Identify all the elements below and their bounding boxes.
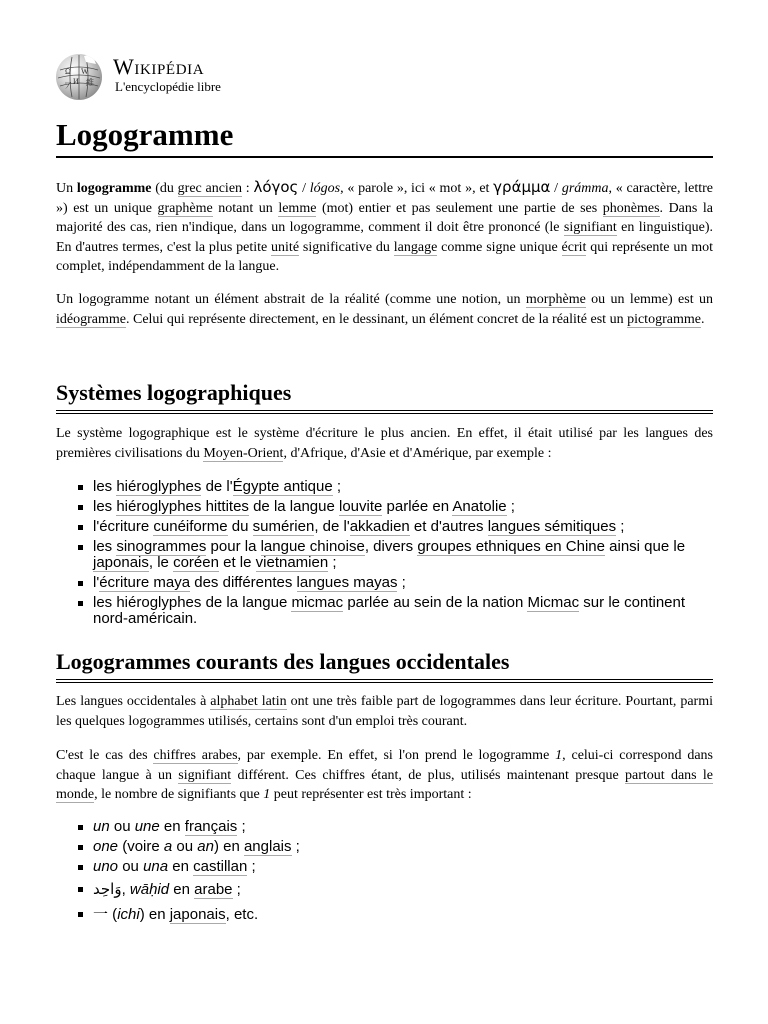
bullet-icon	[78, 865, 83, 870]
svg-text:維: 維	[86, 78, 94, 87]
link-hieroglyphes[interactable]: hiéroglyphes	[116, 478, 202, 495]
bullet-icon	[78, 845, 83, 850]
list-item: un ou une en français ;	[56, 819, 713, 835]
section-title-systemes: Systèmes logographiques	[56, 379, 713, 414]
list-item: uno ou una en castillan ;	[56, 859, 713, 875]
list-item: 一 (ichi) en japonais, etc.	[56, 906, 713, 923]
link-ecriture-maya[interactable]: écriture maya	[99, 574, 191, 591]
list-item: les hiéroglyphes de l'Égypte antique ;	[56, 479, 713, 495]
link-chiffres-arabes[interactable]: chiffres arabes	[153, 748, 238, 763]
list-item: les sinogrammes pour la langue chinoise, divers groupes ethniques en Chine ainsi que le japonais, le coréen et le vietnamien ;	[56, 539, 713, 571]
link-grapheme[interactable]: graphème	[157, 200, 213, 216]
list-item: l'écriture maya des différentes langues mayas ;	[56, 575, 713, 591]
list-item: les hiéroglyphes hittites de la langue louvite parlée en Anatolie ;	[56, 499, 713, 515]
section1-list	[56, 479, 713, 631]
link-hieroglyphes-hittites[interactable]: hiéroglyphes hittites	[116, 498, 249, 515]
site-header	[56, 50, 713, 102]
link-cuneiforme[interactable]: cunéiforme	[153, 518, 228, 535]
bullet-icon	[78, 601, 83, 606]
link-pictogramme[interactable]: pictogramme	[627, 311, 701, 327]
list-item: وَاحِد, wāḥid en arabe ;	[56, 881, 713, 898]
link-castillan[interactable]: castillan	[193, 858, 248, 875]
wikipedia-globe-icon[interactable]	[56, 54, 102, 100]
greek-logos: λόγος	[253, 178, 299, 196]
bullet-icon	[78, 825, 83, 830]
section2-list	[56, 819, 713, 927]
svg-text:Ω: Ω	[65, 67, 71, 76]
link-phonemes[interactable]: phonèmes	[602, 200, 660, 216]
link-grec-ancien[interactable]: grec ancien	[177, 181, 243, 196]
link-micmac-langue[interactable]: micmac	[291, 594, 344, 611]
term-logogramme: logogramme	[76, 181, 152, 196]
link-japonais-2[interactable]: japonais	[169, 906, 226, 923]
greek-gramma: γράμμα	[493, 178, 551, 196]
link-anglais[interactable]: anglais	[243, 838, 292, 855]
link-francais[interactable]: français	[184, 818, 238, 835]
link-signifiant[interactable]: signifiant	[563, 220, 617, 235]
link-unite[interactable]: unité	[271, 239, 300, 255]
link-ideogramme[interactable]: idéogramme	[56, 311, 126, 327]
list-item: one (voire a ou an) en anglais ;	[56, 839, 713, 855]
section2-paragraph-2: C'est le cas des chiffres arabes, par exemple. En effet, si l'on prend le logogramme 1, celui-ci correspond dans chaque langue à un signifiant différent. Ces chiffres étant, de plus, utilisés maintenant presque partout dans le monde, le nombre de signifiants que 1 peut représenter est très important :	[56, 748, 714, 802]
section2-paragraph-1: Les langues occidentales à alphabet latin ont une très faible part de logogrammes dans leur écriture. Pourtant, parmi les quelques logogrammes utilisés, certains sont d'un emploi très courant.	[56, 694, 713, 729]
link-langues-mayas[interactable]: langues mayas	[296, 574, 398, 591]
link-partout-dans-le-monde[interactable]: partout dans le monde	[56, 767, 714, 802]
svg-text:W: W	[81, 67, 89, 76]
japanese-ichi: 一	[93, 905, 109, 923]
link-signifiant-2[interactable]: signifiant	[178, 767, 232, 783]
intro-paragraph-2: Un logogramme notant un élément abstrait de la réalité (comme une notion, un morphème ou un lemme) est un idéogramme. Celui qui représente directement, en le dessinant, un élément concret de la réalité est un pictogramme.	[56, 292, 713, 327]
bullet-icon	[78, 887, 83, 892]
section-title-logogrammes-courants: Logogrammes courants des langues occidentales	[56, 648, 713, 683]
link-langue-chinoise[interactable]: langue chinoise	[260, 538, 365, 555]
svg-text:ア: ア	[64, 81, 72, 90]
link-sumerien[interactable]: sumérien	[252, 518, 315, 535]
bullet-icon	[78, 912, 83, 917]
link-louvite[interactable]: louvite	[339, 498, 383, 515]
svg-text:И: И	[73, 77, 79, 86]
list-item: les hiéroglyphes de la langue micmac parlée au sein de la nation Micmac sur le continent nord-américain.	[56, 595, 713, 627]
link-anatolie[interactable]: Anatolie	[452, 498, 507, 515]
link-groupes-ethniques[interactable]: groupes ethniques en Chine	[417, 538, 605, 555]
link-akkadien[interactable]: akkadien	[349, 518, 410, 535]
list-item: l'écriture cunéiforme du sumérien, de l'akkadien et d'autres langues sémitiques ;	[56, 519, 713, 535]
link-japonais[interactable]: japonais	[93, 554, 149, 571]
link-lemme[interactable]: lemme	[278, 200, 317, 216]
section1-paragraph: Le système logographique est le système d'écriture le plus ancien. En effet, il était utilisé par les langues des premières civilisations du Moyen-Orient, d'Afrique, d'Asie et d'Amérique, par exemple :	[56, 426, 713, 461]
link-micmac-nation[interactable]: Micmac	[527, 594, 580, 611]
link-vietnamien[interactable]: vietnamien	[255, 554, 329, 571]
link-moyen-orient[interactable]: Moyen-Orient	[203, 445, 284, 461]
link-ecrit[interactable]: écrit	[561, 239, 587, 255]
link-langage[interactable]: langage	[393, 239, 438, 255]
bullet-icon	[78, 485, 83, 490]
arabic-wahid: وَاحِد	[93, 880, 122, 898]
link-morpheme[interactable]: morphème	[525, 292, 586, 307]
link-arabe[interactable]: arabe	[194, 881, 233, 898]
bullet-icon	[78, 525, 83, 530]
site-brand-name[interactable]: Wikipédia	[113, 54, 205, 79]
page-title: Logogramme	[56, 116, 713, 158]
bullet-icon	[78, 505, 83, 510]
link-alphabet-latin[interactable]: alphabet latin	[210, 694, 287, 709]
intro-paragraph-1: Un logogramme (du grec ancien : λόγος / lógos, « parole », ici « mot », et γράμμα / grámma, « caractère, lettre ») est un unique graphème notant un lemme (mot) entier et pas seulement une partie de ses phonèmes. Dans la majorité des cas, rien n'indique, dans un logogramme, comment il doit être prononcé (le signifiant en linguistique). En d'autres termes, c'est la plus petite unité significative du langage comme signe unique écrit qui représente un mot complet, indépendamment de la langue.	[56, 178, 713, 274]
site-tagline: L'encyclopédie libre	[115, 79, 221, 94]
bullet-icon	[78, 581, 83, 586]
bullet-icon	[78, 545, 83, 550]
link-egypte-antique[interactable]: Égypte antique	[232, 478, 333, 495]
link-langues-semitiques[interactable]: langues sémitiques	[487, 518, 617, 535]
link-coreen[interactable]: coréen	[173, 554, 219, 571]
link-sinogrammes[interactable]: sinogrammes	[116, 538, 207, 555]
